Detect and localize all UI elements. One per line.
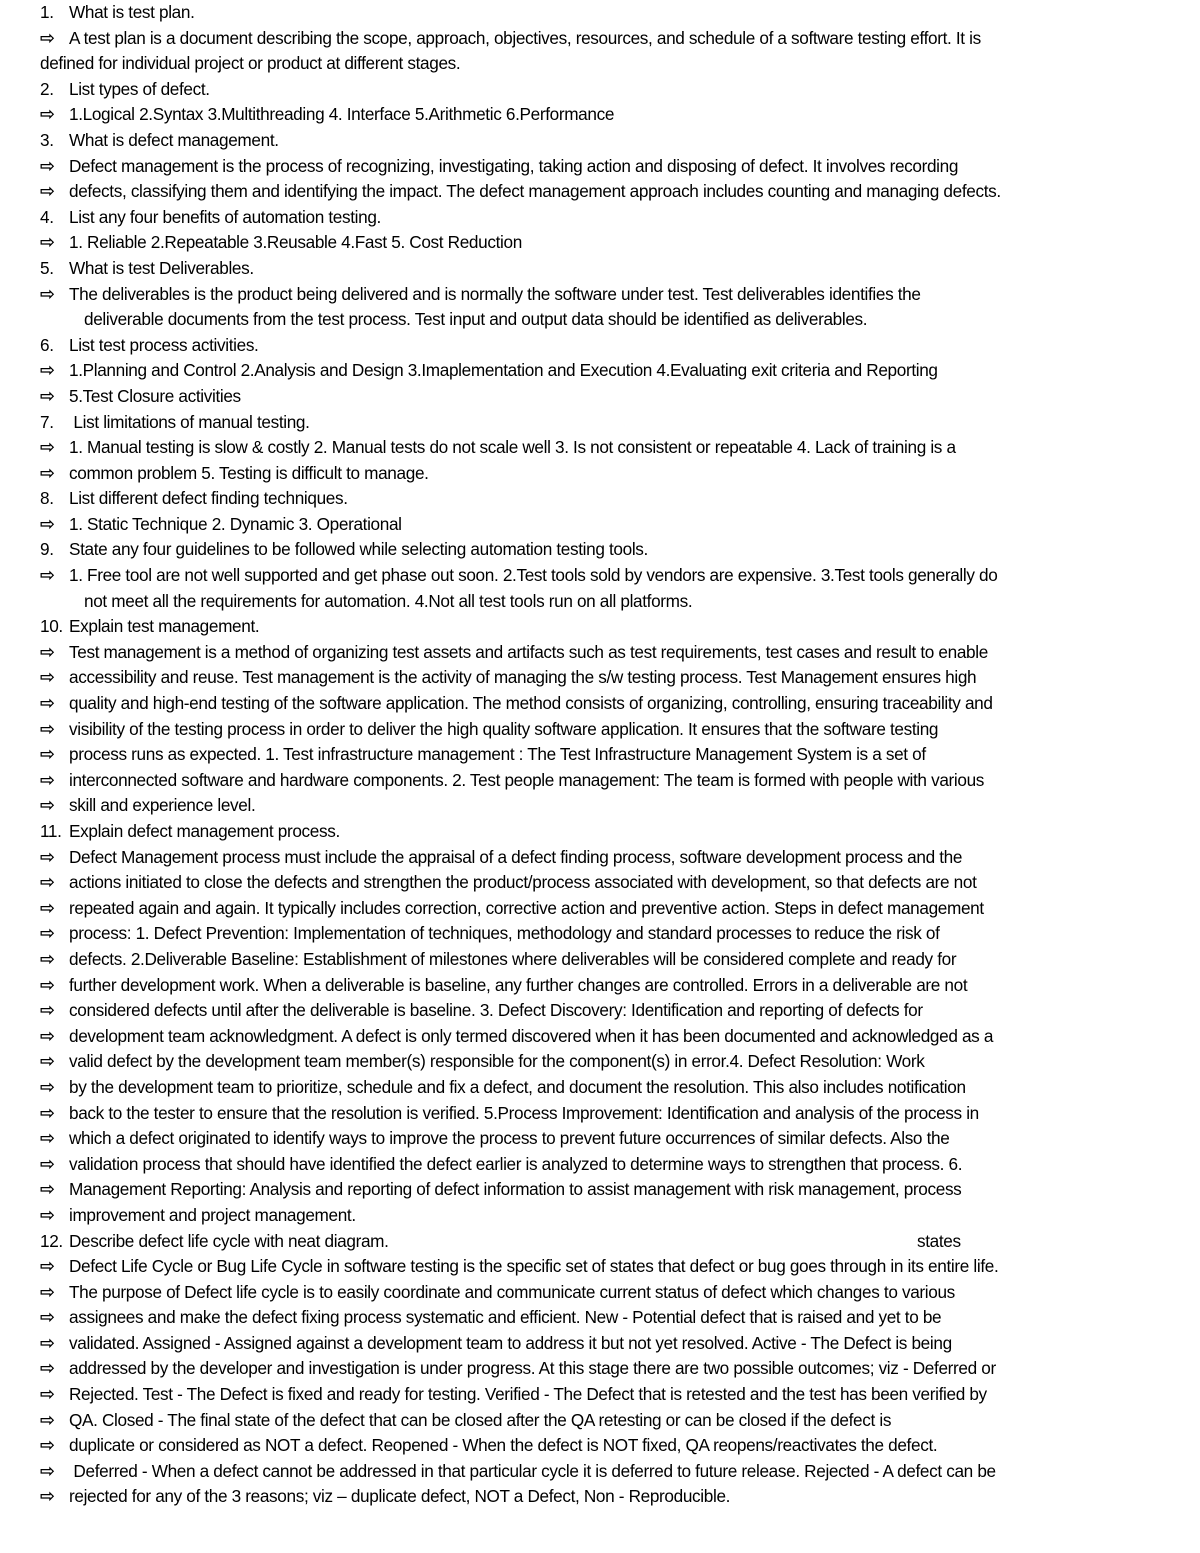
answer-line — [40, 179, 1115, 205]
arrow-icon: ⇨ — [40, 1204, 55, 1225]
answer-text: considered defects until after the deliverable is baseline. 3. Defect Discovery: Identification and reporting of defects for — [69, 1000, 923, 1021]
arrow-icon: ⇨ — [40, 385, 55, 406]
answer-text: 5.Test Closure activities — [69, 385, 241, 406]
question-line — [40, 205, 1115, 231]
answer-line — [40, 154, 1115, 180]
answer-line — [40, 102, 1115, 128]
answer-text: 1. Free tool are not well supported and get phase out soon. 2.Test tools sold by vendors are expensive. 3.Test tools generally do — [69, 565, 998, 586]
document-body — [40, 0, 1115, 1510]
answer-text: accessibility and reuse. Test management is the activity of managing the s/w testing process. Test Management ensures high — [69, 667, 977, 688]
answer-text: deliverable documents from the test process. Test input and output data should be identified as deliverables. — [84, 309, 868, 330]
answer-line — [40, 512, 1115, 538]
answer-text: QA. Closed - The final state of the defect that can be closed after the QA retesting or can be closed if the defect is — [69, 1409, 892, 1430]
arrow-icon: ⇨ — [40, 565, 55, 586]
answer-line — [40, 358, 1115, 384]
answer-line — [40, 461, 1115, 487]
question-text: What is defect management. — [69, 129, 279, 150]
question-line — [40, 410, 1115, 436]
answer-text: actions initiated to close the defects and strengthen the product/process associated with development, so that defects are not — [69, 872, 977, 893]
answer-text: The deliverables is the product being delivered and is normally the software under test. Test deliverables identifies the — [69, 283, 921, 304]
arrow-icon: ⇨ — [40, 462, 55, 483]
answer-line — [40, 921, 1115, 947]
answer-text: interconnected software and hardware components. 2. Test people management: The team is formed with people with various — [69, 769, 985, 790]
answer-line — [40, 563, 1115, 589]
arrow-icon: ⇨ — [40, 437, 55, 458]
question-text: State any four guidelines to be followed while selecting automation testing tools. — [69, 539, 648, 560]
answer-line — [40, 896, 1115, 922]
answer-text: 1. Reliable 2.Repeatable 3.Reusable 4.Fast 5. Cost Reduction — [69, 232, 522, 253]
question-number: 12. — [40, 1230, 63, 1251]
answer-line — [40, 384, 1115, 410]
answer-text: further development work. When a deliverable is baseline, any further changes are controlled. Errors in a deliverable are not — [69, 974, 968, 995]
answer-continuation-line — [40, 51, 1115, 77]
answer-line — [40, 1433, 1115, 1459]
answer-line — [40, 1024, 1115, 1050]
question-line — [40, 819, 1115, 845]
answer-line — [40, 1280, 1115, 1306]
answer-text: process runs as expected. 1. Test infrastructure management : The Test Infrastructure Management System is a set of — [69, 744, 926, 765]
answer-line — [40, 1305, 1115, 1331]
arrow-icon: ⇨ — [40, 1128, 55, 1149]
answer-text: Deferred - When a defect cannot be addressed in that particular cycle it is deferred to future release. Rejected - A defect can be — [69, 1460, 996, 1481]
answer-line — [40, 1484, 1115, 1510]
answer-text: Test management is a method of organizing test assets and artifacts such as test requirements, test cases and result to enable — [69, 641, 988, 662]
question-number: 8. — [40, 488, 54, 509]
answer-line — [40, 230, 1115, 256]
arrow-icon: ⇨ — [40, 181, 55, 202]
answer-text: back to the tester to ensure that the resolution is verified. 5.Process Improvement: Identification and analysis of the process in — [69, 1102, 979, 1123]
answer-line — [40, 1459, 1115, 1485]
answer-text: defects. 2.Deliverable Baseline: Establishment of milestones where deliverables will be considered complete and ready for — [69, 948, 957, 969]
arrow-icon: ⇨ — [40, 1153, 55, 1174]
answer-text: quality and high-end testing of the software application. The method consists of organizing, controlling, ensuring traceability and — [69, 693, 993, 714]
answer-text: addressed by the developer and investigation is under progress. At this stage there are two possible outcomes; viz - Deferred or — [69, 1358, 996, 1379]
answer-line — [40, 1126, 1115, 1152]
arrow-icon: ⇨ — [40, 1435, 55, 1456]
question-line — [40, 256, 1115, 282]
question-text: List different defect finding techniques. — [69, 488, 348, 509]
answer-text: rejected for any of the 3 reasons; viz – duplicate defect, NOT a Defect, Non - Reproducible. — [69, 1486, 731, 1507]
answer-indented-line — [40, 307, 1115, 333]
answer-text: 1. Manual testing is slow & costly 2. Manual tests do not scale well 3. Is not consistent or repeatable 4. Lack of training is a — [69, 437, 956, 458]
answer-line — [40, 282, 1115, 308]
answer-text: repeated again and again. It typically includes correction, corrective action and preventive action. Steps in defect management — [69, 897, 984, 918]
answer-text: Rejected. Test - The Defect is fixed and ready for testing. Verified - The Defect that is retested and the test has been verified by — [69, 1384, 987, 1405]
question-line — [40, 128, 1115, 154]
answer-line — [40, 768, 1115, 794]
arrow-icon: ⇨ — [40, 1179, 55, 1200]
question-text: Explain defect management process. — [69, 821, 340, 841]
answer-text: validation process that should have identified the defect earlier is analyzed to determine ways to strengthen that process. 6. — [69, 1153, 963, 1174]
arrow-icon: ⇨ — [40, 513, 55, 534]
arrow-icon: ⇨ — [40, 360, 55, 381]
question-line — [40, 333, 1115, 359]
answer-line — [40, 665, 1115, 691]
question-number: 9. — [40, 539, 54, 560]
arrow-icon: ⇨ — [40, 1358, 55, 1379]
question-line — [40, 0, 1115, 26]
arrow-icon: ⇨ — [40, 232, 55, 253]
answer-line — [40, 717, 1115, 743]
answer-text: visibility of the testing process in order to deliver the high quality software application. It ensures that the software testing — [69, 718, 939, 739]
answer-text: defects, classifying them and identifying the impact. The defect management approach includes counting and managing defects. — [69, 181, 1001, 202]
question-text: What is test Deliverables. — [69, 257, 254, 278]
question-number: 1. — [40, 2, 54, 22]
answer-line — [40, 742, 1115, 768]
answer-text: A test plan is a document describing the scope, approach, objectives, resources, and schedule of a software testing effort. It is — [69, 27, 981, 48]
answer-line — [40, 435, 1115, 461]
question-number: 2. — [40, 78, 54, 99]
question-text: List limitations of manual testing. — [69, 411, 310, 432]
answer-text: improvement and project management. — [69, 1204, 356, 1225]
arrow-icon: ⇨ — [40, 1076, 55, 1097]
answer-line — [40, 1101, 1115, 1127]
answer-text: Defect Life Cycle or Bug Life Cycle in software testing is the specific set of states that defect or bug goes through in its entire life. — [69, 1256, 999, 1277]
arrow-icon: ⇨ — [40, 1384, 55, 1405]
arrow-icon: ⇨ — [40, 769, 55, 790]
arrow-icon: ⇨ — [40, 155, 55, 176]
answer-text: 1. Static Technique 2. Dynamic 3. Operational — [69, 513, 402, 534]
arrow-icon: ⇨ — [40, 667, 55, 688]
answer-line — [40, 1177, 1115, 1203]
arrow-icon: ⇨ — [40, 1102, 55, 1123]
question-text: List test process activities. — [69, 334, 259, 355]
question-line — [40, 486, 1115, 512]
arrow-icon: ⇨ — [40, 1256, 55, 1277]
arrow-icon: ⇨ — [40, 948, 55, 969]
answer-line — [40, 691, 1115, 717]
answer-text: assignees and make the defect fixing process systematic and efficient. New - Potential defect that is raised and yet to be — [69, 1307, 942, 1328]
answer-text: 1.Logical 2.Syntax 3.Multithreading 4. Interface 5.Arithmetic 6.Performance — [69, 104, 615, 125]
answer-text: Management Reporting: Analysis and reporting of defect information to assist management with risk management, process — [69, 1179, 962, 1200]
question-number: 4. — [40, 206, 54, 227]
question-number: 6. — [40, 334, 54, 355]
answer-text: The purpose of Defect life cycle is to easily coordinate and communicate current status of defect which changes to various — [69, 1281, 955, 1302]
answer-line — [40, 1382, 1115, 1408]
answer-line — [40, 640, 1115, 666]
answer-text: skill and experience level. — [69, 795, 256, 816]
arrow-icon: ⇨ — [40, 1409, 55, 1430]
answer-text: which a defect originated to identify ways to improve the process to prevent future occurrences of similar defects. Also the — [69, 1128, 950, 1149]
arrow-icon: ⇨ — [40, 104, 55, 125]
arrow-icon: ⇨ — [40, 1051, 55, 1072]
answer-line — [40, 26, 1115, 52]
answer-text: by the development team to prioritize, schedule and fix a defect, and document the resolution. This also includes notification — [69, 1076, 966, 1097]
question-line — [40, 77, 1115, 103]
answer-text: common problem 5. Testing is difficult to manage. — [69, 462, 429, 483]
question-number: 5. — [40, 257, 54, 278]
question-line — [40, 537, 1115, 563]
arrow-icon: ⇨ — [40, 744, 55, 765]
answer-text: Defect Management process must include the appraisal of a defect finding process, software development process and the — [69, 846, 963, 867]
question-line — [40, 1229, 1115, 1255]
answer-line — [40, 1408, 1115, 1434]
arrow-icon: ⇨ — [40, 641, 55, 662]
answer-text: valid defect by the development team member(s) responsible for the component(s) in error.4. Defect Resolution: Work — [69, 1051, 925, 1072]
arrow-icon: ⇨ — [40, 795, 55, 816]
question-text: List types of defect. — [69, 78, 210, 99]
question-text: Describe defect life cycle with neat diagram. — [69, 1230, 389, 1251]
question-line — [40, 614, 1115, 640]
arrow-icon: ⇨ — [40, 897, 55, 918]
answer-text: Defect management is the process of recognizing, investigating, taking action and disposing of defect. It involves recording — [69, 155, 959, 176]
question-text: What is test plan. — [69, 2, 195, 22]
arrow-icon: ⇨ — [40, 718, 55, 739]
stray-label: states — [917, 1230, 961, 1251]
arrow-icon: ⇨ — [40, 1000, 55, 1021]
answer-text: duplicate or considered as NOT a defect. Reopened - When the defect is NOT fixed, QA reopens/reactivates the defect. — [69, 1435, 938, 1456]
arrow-icon: ⇨ — [40, 1486, 55, 1507]
answer-indented-line — [40, 589, 1115, 615]
answer-text: validated. Assigned - Assigned against a development team to address it but not yet resolved. Active - The Defect is being — [69, 1332, 952, 1353]
arrow-icon: ⇨ — [40, 1307, 55, 1328]
question-text: Explain test management. — [69, 616, 260, 637]
answer-text: 1.Planning and Control 2.Analysis and Design 3.Imaplementation and Execution 4.Evaluating exit criteria and Reporting — [69, 360, 938, 381]
answer-line — [40, 1075, 1115, 1101]
arrow-icon: ⇨ — [40, 846, 55, 867]
arrow-icon: ⇨ — [40, 1025, 55, 1046]
answer-line — [40, 998, 1115, 1024]
answer-line — [40, 1203, 1115, 1229]
arrow-icon: ⇨ — [40, 872, 55, 893]
arrow-icon: ⇨ — [40, 923, 55, 944]
arrow-icon: ⇨ — [40, 974, 55, 995]
arrow-icon: ⇨ — [40, 1281, 55, 1302]
arrow-icon: ⇨ — [40, 1460, 55, 1481]
answer-line — [40, 1331, 1115, 1357]
answer-text: not meet all the requirements for automation. 4.Not all test tools run on all platforms. — [84, 590, 693, 611]
question-number: 3. — [40, 129, 54, 150]
answer-line — [40, 947, 1115, 973]
arrow-icon: ⇨ — [40, 283, 55, 304]
answer-line — [40, 973, 1115, 999]
arrow-icon: ⇨ — [40, 1332, 55, 1353]
answer-line — [40, 793, 1115, 819]
arrow-icon: ⇨ — [40, 27, 55, 48]
answer-text: defined for individual project or product at different stages. — [40, 53, 461, 74]
answer-line — [40, 870, 1115, 896]
answer-line — [40, 1356, 1115, 1382]
answer-text: process: 1. Defect Prevention: Implementation of techniques, methodology and standard processes to reduce the risk of — [69, 923, 940, 944]
answer-line — [40, 1254, 1115, 1280]
answer-line — [40, 1049, 1115, 1075]
question-number: 7. — [40, 411, 54, 432]
answer-text: development team acknowledgment. A defect is only termed discovered when it has been documented and acknowledged as a — [69, 1025, 994, 1046]
arrow-icon: ⇨ — [40, 693, 55, 714]
question-number: 11. — [40, 821, 62, 841]
question-text: List any four benefits of automation testing. — [69, 206, 381, 227]
question-number: 10. — [40, 616, 63, 637]
answer-line — [40, 1152, 1115, 1178]
answer-line — [40, 845, 1115, 871]
